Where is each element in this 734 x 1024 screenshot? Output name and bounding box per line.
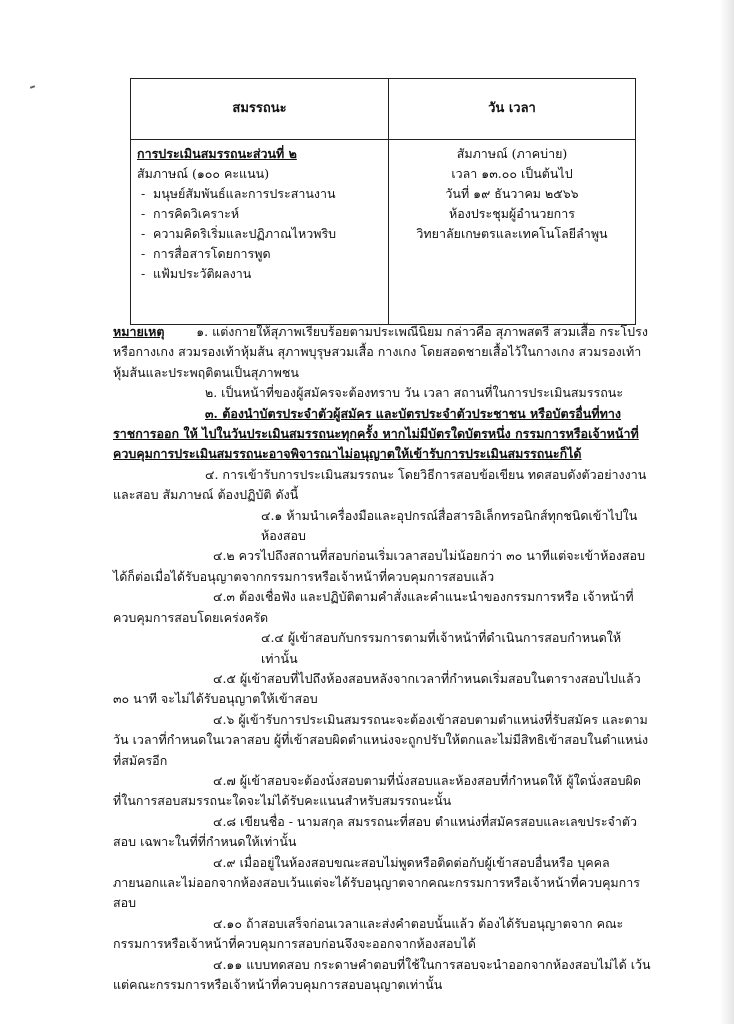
- list-item: - แฟ้มประวัติผลงาน: [141, 266, 252, 281]
- sub-note-4-6: ๔.๖ ผู้เข้ารับการประเมินสมรรถนะจะต้องเข้าสอบตามตำแหน่งที่รับสมัคร และตามวัน เวลาที่กำหนดในเวลาสอบ ผู้ที่เข้าสอบผิดตำแหน่งจะถูกปรับให้ตกและไม่มีสิทธิเข้าสอบในตำแหน่งที่สมัครอีก: [113, 711, 649, 768]
- list-item: - การคิดวิเคราะห์: [141, 206, 240, 221]
- sub-note-4-9: ๔.๙ เมื่ออยู่ในห้องสอบขณะสอบไม่พูดหรือติดต่อกับผู้เข้าสอบอื่นหรือ บุคคลภายนอกและไม่ออกจากห้องสอบเว้นแต่จะได้รับอนุญาตจากคณะกรรมการหรือเจ้าหน้าที่ควบคุมการสอบ: [113, 854, 640, 911]
- header-competency: สมรรถนะ: [131, 79, 389, 140]
- competency-list: [137, 184, 382, 284]
- sub-note-4-7: ๔.๗ ผู้เข้าสอบจะต้องนั่งสอบตามที่นั่งสอบและห้องสอบที่กำหนดให้ ผู้ใดนั่งสอบผิด ที่ในการสอบสมรรถนะใดจะไม่ได้รับคะแนนสำหรับสมรรถนะนั้น: [113, 772, 641, 809]
- sub-note-4-4: ๔.๔ ผู้เข้าสอบกับกรรมการตามที่เจ้าหน้าที่ดำเนินการสอบกำหนดให้เท่านั้น: [261, 630, 622, 666]
- list-item: - การสื่อสารโดยการพูด: [141, 246, 271, 261]
- sub-note-4-8: ๔.๘ เขียนชื่อ - นามสกุล สมรรถนะที่สอบ ตำแหน่งที่สมัครสอบและเลขประจำตัวสอบ เฉพาะในที่ที่กำหนดให้เท่านั้น: [113, 813, 638, 850]
- sub-note-4-11: ๔.๑๑ แบบทดสอบ กระดาษคำตอบที่ใช้ในการสอบจะนำออกจากห้องสอบไม่ได้ เว้นแต่คณะกรรมการหรือเจ้าหน้าที่ควบคุมการสอบอนุญาตเท่านั้น: [113, 956, 651, 992]
- header-datetime: วัน เวลา: [389, 79, 636, 140]
- table-header-row: [131, 79, 636, 140]
- notes-section: [113, 322, 653, 995]
- competency-cell: [131, 140, 389, 325]
- page-edge-shadow: [720, 0, 734, 1024]
- schedule-cell: [389, 140, 636, 325]
- schedule-line: ห้องประชุมผู้อำนวยการ: [449, 206, 575, 221]
- sub-note-4-10: ๔.๑๐ ถ้าสอบเสร็จก่อนเวลาและส่งคำตอบนั้นแล้ว ต้องได้รับอนุญาตจาก คณะกรรมการหรือเจ้าหน้าที่ควบคุมการสอบก่อนจึงจะออกจากห้องสอบได้: [113, 915, 624, 952]
- sub-note-4-3: ๔.๓ ต้องเชื่อฟัง และปฏิบัติตามคำสั่งและคำแนะนำของกรรมการหรือ เจ้าหน้าที่ ควบคุมการสอบโดยเคร่งครัด: [113, 589, 634, 625]
- schedule-line: วิทยาลัยเกษตรและเทคโนโลยีลำพูน: [416, 226, 608, 241]
- schedule-line: เวลา ๑๓.๐๐ เป็นต้นไป: [451, 166, 573, 181]
- list-item: - ความคิดริเริ่มและปฏิภาณไหวพริบ: [141, 226, 337, 241]
- note-1: หมายเหตุ ๑. แต่งกายให้สุภาพเรียบร้อยตามประเพณีนิยม กล่าวคือ สุภาพสตรี สวมเสื้อ กระโปรง หรือกางเกง สวมรองเท้าหุ้มส้น สุภาพบุรุษสวมเสื้อ กางเกง โดยสอดชายเสื้อไว้ในกางเกง สวมรองเท้าหุ้มส้นและประพฤติตนเป็นสุภาพชน: [113, 324, 648, 380]
- note-2: ๒. เป็นหน้าที่ของผู้สมัครจะต้องทราบ วัน เวลา สถานที่ในการประเมินสมรรถนะ: [205, 385, 624, 401]
- schedule-line: วันที่ ๑๙ ธันวาคม ๒๕๖๖: [445, 186, 579, 201]
- schedule-line: สัมภาษณ์ (ภาคบ่าย): [456, 146, 568, 161]
- note-3: ๓. ต้องนำบัตรประจำตัวผู้สมัคร และบัตรประจำตัวประชาชน หรือบัตรอื่นที่ทางราชการออก ให้ ไปในวันประเมินสมรรถนะทุกครั้ง หากไม่มีบัตรใดบัตรหนึ่ง กรรมการหรือเจ้าหน้าที่ควบคุมการประเมินสมรรถนะอาจพิจารณาไม่อนุญาตให้เข้ารับการประเมินสมรรถนะก็ได้: [113, 405, 639, 462]
- list-item: - มนุษย์สัมพันธ์และการประสานงาน: [141, 186, 336, 201]
- note-4: ๔. การเข้ารับการประเมินสมรรถนะ โดยวิธีการสอบข้อเขียน ทดสอบดังตัวอย่างงานและสอบ สัมภาษณ์ ต้องปฏิบัติ ดังนี้: [113, 466, 647, 503]
- interview-line: สัมภาษณ์ (๑๐๐ คะแนน): [137, 166, 270, 181]
- schedule-table: [130, 78, 636, 325]
- scan-speck: [30, 85, 35, 89]
- notes-heading: หมายเหตุ: [113, 324, 165, 339]
- sub-note-4-1: ๔.๑ ห้ามนำเครื่องมือและอุปกรณ์สื่อสารอิเล็กทรอนิกส์ทุกชนิดเข้าไปในห้องสอบ: [261, 507, 638, 544]
- sub-note-4-5: ๔.๕ ผู้เข้าสอบที่ไปถึงห้องสอบหลังจากเวลาที่กำหนดเริ่มสอบในตารางสอบไปแล้ว ๓๐ นาที จะไม่ได้รับอนุญาตให้เข้าสอบ: [113, 670, 641, 707]
- table-body-row: [131, 140, 636, 325]
- sub-note-4-2: ๔.๒ ควรไปถึงสถานที่สอบก่อนเริ่มเวลาสอบไม่น้อยกว่า ๓๐ นาทีแต่จะเข้าห้องสอบ ได้ก็ต่อเมื่อได้รับอนุญาตจากกรรมการหรือเจ้าหน้าที่ควบคุมการสอบแล้ว: [113, 548, 646, 584]
- part-title: การประเมินสมรรถนะส่วนที่ ๒: [137, 146, 297, 161]
